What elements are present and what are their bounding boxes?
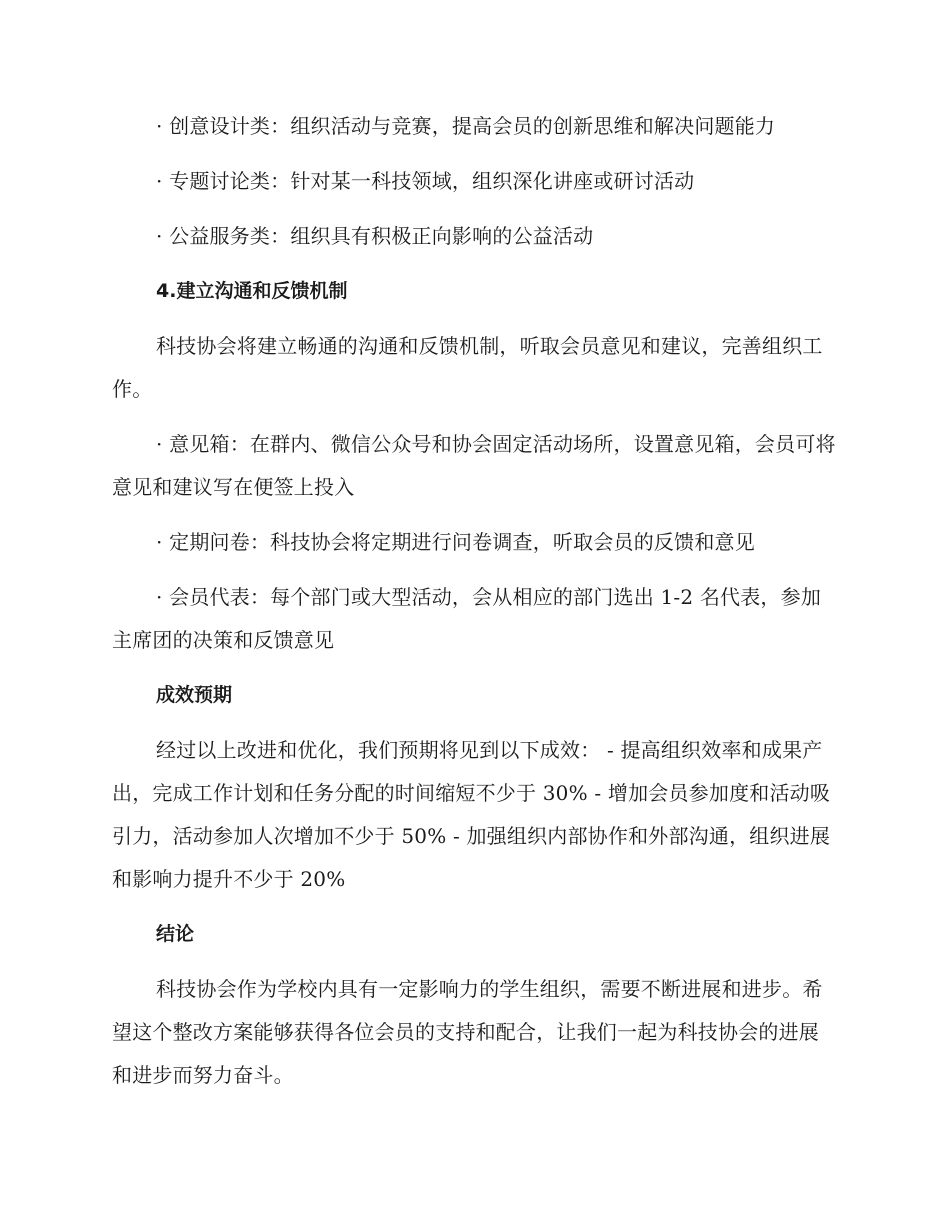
bullet-member-representative: · 会员代表：每个部门或大型活动，会从相应的部门选出 1-2 名代表，参加主席团的决策和反馈意见	[112, 585, 822, 652]
section-heading-feedback: 4.建立沟通和反馈机制	[156, 280, 348, 302]
section-heading-conclusion: 结论	[156, 923, 195, 945]
paragraph-conclusion: 科技协会作为学校内具有一定影响力的学生组织，需要不断进展和进步。希望这个整改方案能够获得各位会员的支持和配合，让我们一起为科技协会的进展和进步而努力奋斗。	[112, 977, 823, 1087]
bullet-creative-design: · 创意设计类：组织活动与竞赛，提高会员的创新思维和解决问题能力	[156, 114, 776, 138]
bullet-suggestion-box: · 意见箱：在群内、微信公众号和协会固定活动场所，设置意见箱，会员可将意见和建议写在便签上投入	[112, 432, 836, 499]
bullet-public-service: · 公益服务类：组织具有积极正向影响的公益活动	[156, 224, 594, 248]
bullet-topic-discussion: · 专题讨论类：针对某一科技领域，组织深化讲座或研讨活动	[156, 169, 695, 193]
paragraph-feedback-intro: 科技协会将建立畅通的沟通和反馈机制，听取会员意见和建议，完善组织工作。	[112, 334, 823, 401]
section-heading-expected-results: 成效预期	[156, 684, 233, 706]
paragraph-expected-results: 经过以上改进和优化，我们预期将见到以下成效： - 提高组织效率和成果产出，完成工作计划和任务分配的时间缩短不少于 30% - 增加会员参加度和活动吸引力，活动参加人次增加不少于 50% - 加强组织内部协作和外部沟通，组织进展和影响力提升不少于 20%	[112, 738, 831, 891]
document-body	[112, 105, 837, 1109]
bullet-regular-survey: · 定期问卷：科技协会将定期进行问卷调查，听取会员的反馈和意见	[156, 530, 755, 554]
